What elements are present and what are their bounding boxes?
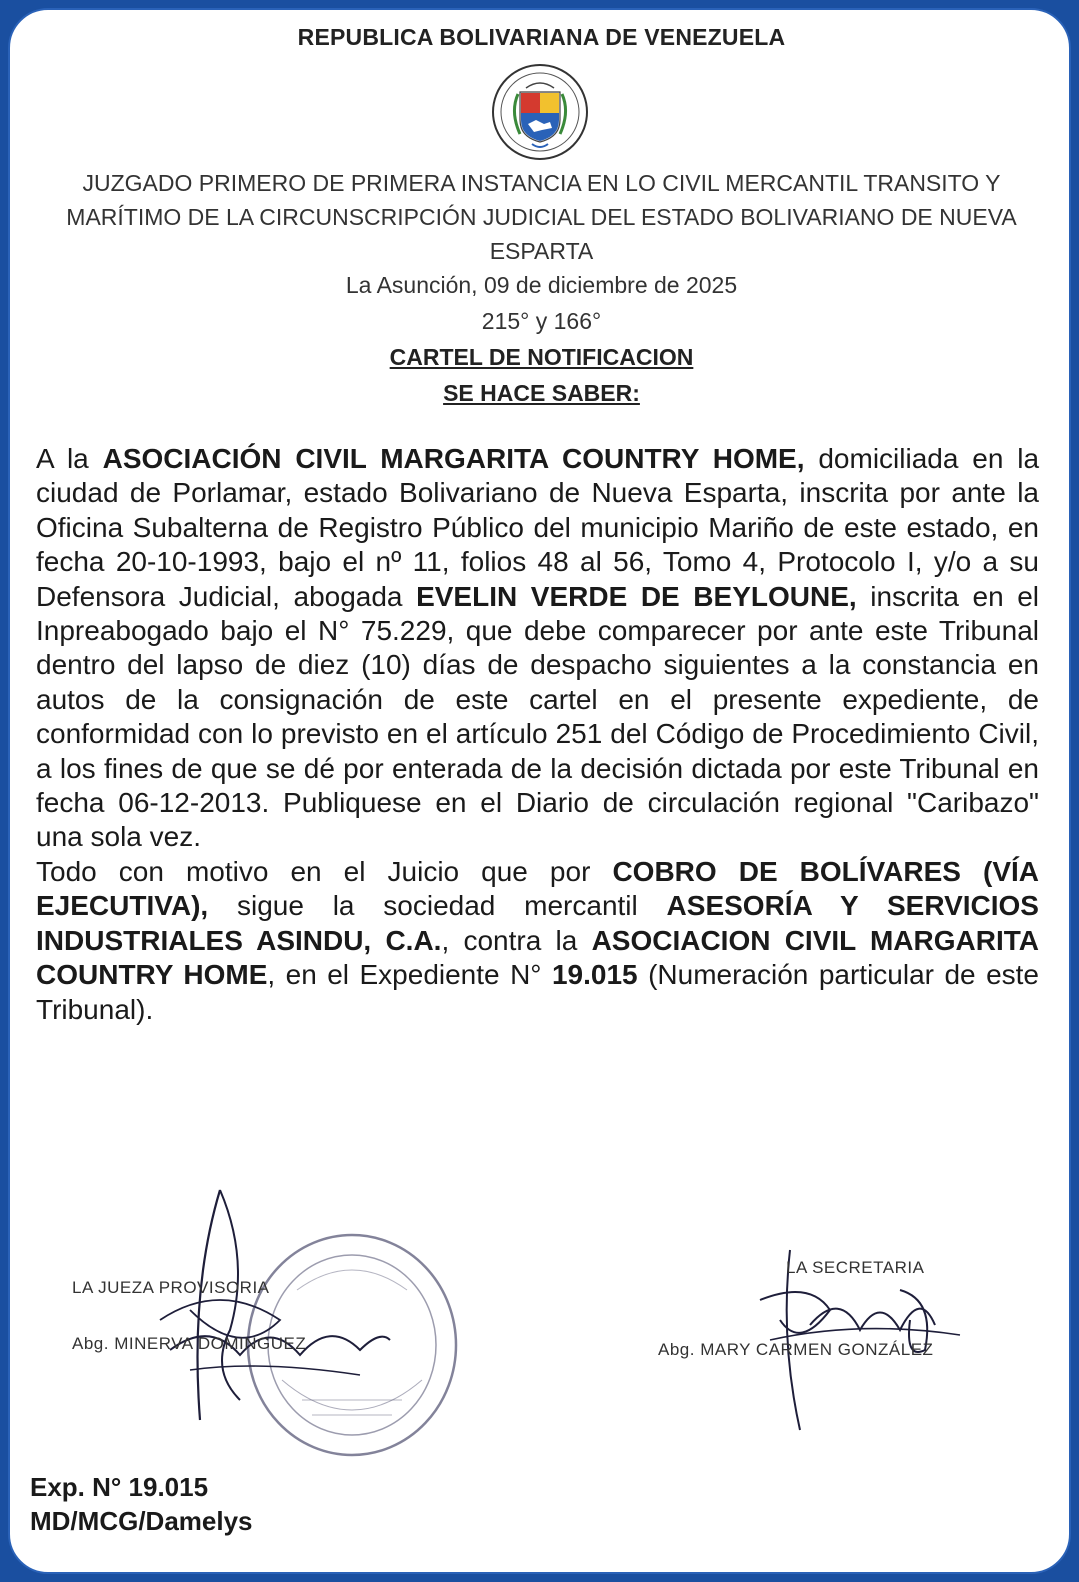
signature-area [10, 1160, 1073, 1480]
text-run: , en el Expediente N° [267, 959, 552, 991]
defendant-name: ASOCIACIÓN CIVIL MARGARITA COUNTRY HOME, [102, 443, 805, 474]
coat-of-arms-seal [490, 62, 590, 162]
body-paragraph-2 [36, 855, 1039, 1027]
expedient-number: Exp. N° 19.015 [30, 1472, 209, 1502]
plaintiff-name: ASESORÍA Y SERVICIOS INDUSTRIALES ASINDU, C.A. [36, 890, 1039, 956]
document-page [8, 8, 1071, 1574]
text-run: sigue la sociedad mercantil [208, 890, 667, 922]
notification-body [36, 442, 1039, 1027]
secretary-title: LA SECRETARIA [786, 1258, 925, 1277]
text-run: , contra la [441, 924, 592, 956]
document-subtitle: SE HACE SABER: [443, 380, 640, 406]
document-title: CARTEL DE NOTIFICACION [389, 344, 694, 370]
defendant-name-2: ASOCIACION CIVIL MARGARITA COUNTRY HOME [36, 924, 1039, 991]
text-run: (Numeración particular de este Tribunal). [36, 959, 1039, 1025]
court-name: JUZGADO PRIMERO DE PRIMERA INSTANCIA EN LO CIVIL MERCANTIL TRANSITO Y MARÍTIMO DE LA CIRCUNSCRIPCIÓN JUDICIAL DEL ESTADO BOLIVARIANO DE NUEVA ESPARTA [66, 170, 1017, 264]
text-run: domiciliada en la ciudad de Porlamar, estado Bolivariano de Nueva Esparta, inscrita por ante la Oficina Subalterna de Registro Público del municipio Mariño de este estado, en fecha 20-10-1993, bajo el nº 11, folios 48 al 56, Tomo 4, Protocolo I, y/o a su Defensora Judicial, abogada [36, 443, 1040, 612]
place-and-date: La Asunción, 09 de diciembre de 2025 [345, 272, 738, 298]
judge-name: Abg. MINERVA DOMINGUEZ [72, 1334, 307, 1353]
country-heading: REPUBLICA BOLIVARIANA DE VENEZUELA [297, 24, 786, 50]
case-number: 19.015 [551, 959, 638, 991]
case-type: COBRO DE BOLÍVARES (VÍA EJECUTIVA), [36, 855, 1039, 922]
text-run: A la [36, 443, 103, 474]
text-run: Todo con motivo en el Juicio que por [36, 855, 613, 887]
author-initials: MD/MCG/Damelys [30, 1506, 253, 1536]
judge-title: LA JUEZA PROVISORIA [72, 1278, 270, 1297]
secretary-name: Abg. MARY CARMEN GONZÁLEZ [658, 1340, 934, 1359]
judge-signature [130, 1170, 410, 1430]
text-run: inscrita en el Inpreabogado bajo el N° 75.229, que debe comparecer por ante este Tribunal dentro del lapso de diez (10) días de despacho siguientes a la constancia en autos de la consignación de este cartel en el presente expediente, de conformidad con lo previsto en el artículo 251 del Código de Procedimiento Civil, a los fines de que se dé por enterada de la decisión dictada por este Tribunal en fecha 06-12-2013. Publiquese en el Diario de circulación regional "Caribazo" una sola vez. [36, 580, 1040, 853]
body-paragraph-1 [36, 442, 1039, 855]
judicial-defender-name: EVELIN VERDE DE BEYLOUNE, [416, 580, 857, 612]
independence-federation-years: 215° y 166° [481, 308, 602, 334]
